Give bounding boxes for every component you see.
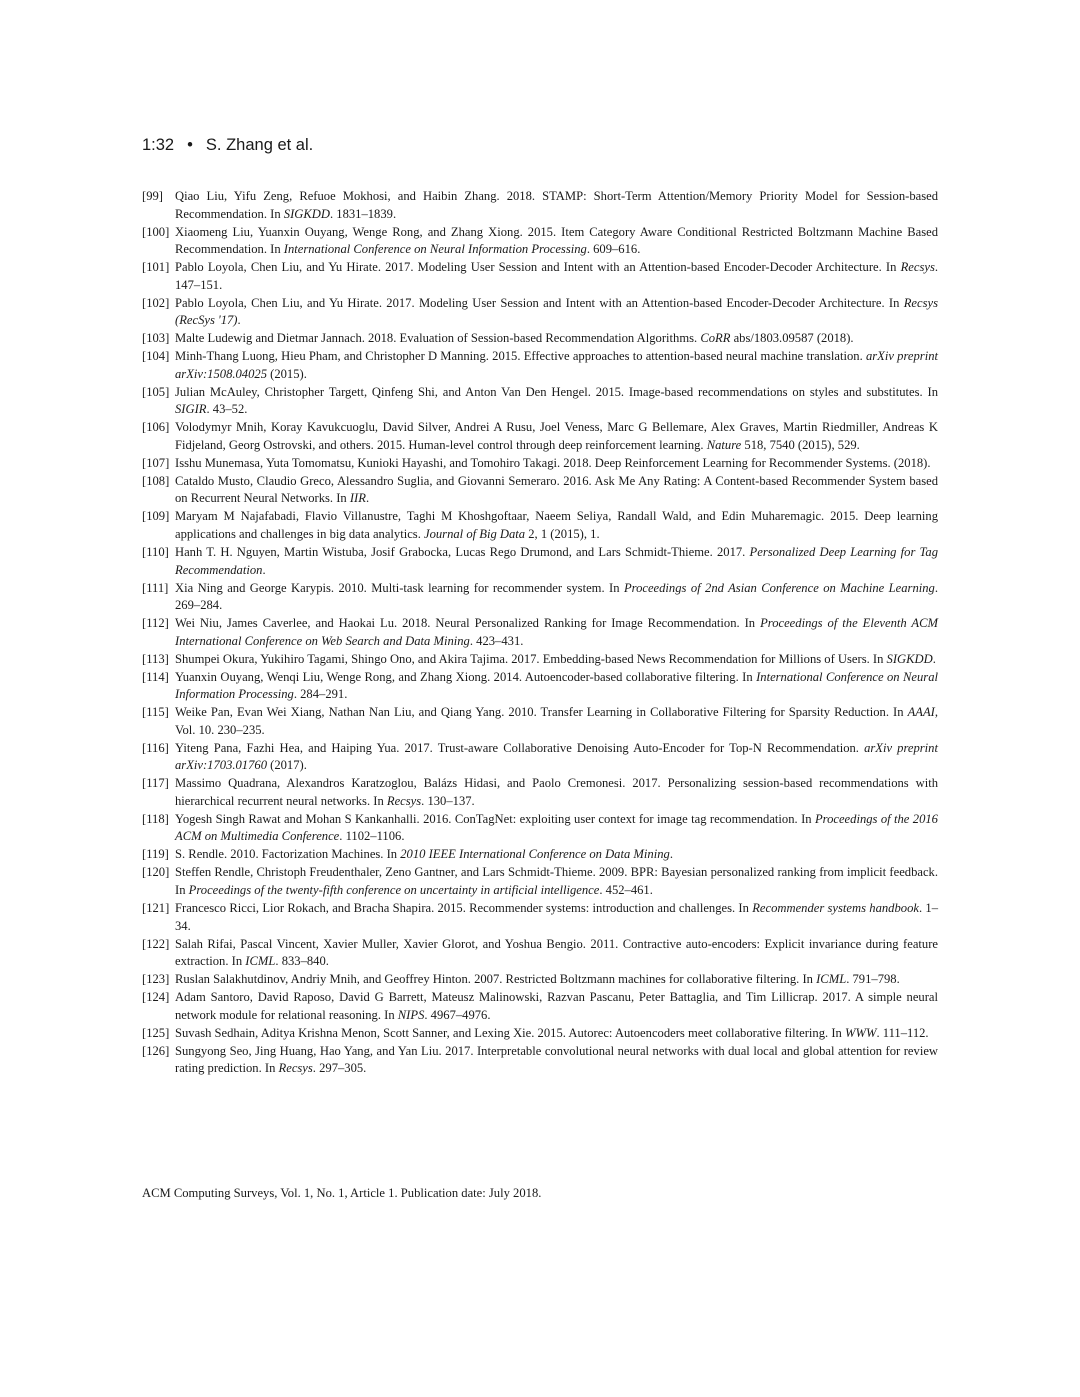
reference-segment: Julian McAuley, Christopher Targett, Qinfeng Shi, and Anton Van Den Hengel. 2015. Image-based recommendations on styles and substitutes. In [175, 384, 938, 399]
reference-number: [99] [142, 189, 163, 203]
reference-text [175, 652, 936, 666]
reference-segment: , Vol. 10. 230–235. [175, 705, 938, 737]
reference-item [142, 704, 938, 739]
reference-venue: AAAI [907, 705, 935, 720]
reference-text [175, 937, 938, 969]
reference-segment: Qiao Liu, Yifu Zeng, Refuoe Mokhosi, and Haibin Zhang. 2018. STAMP: Short-Term Attention/Memory Priority Model for Session-based Recommendation. In [175, 189, 938, 221]
reference-venue: SIGIR [175, 402, 207, 417]
reference-text [175, 776, 938, 808]
reference-text [175, 189, 938, 221]
reference-text [175, 741, 938, 773]
reference-number: [124] [142, 990, 170, 1005]
reference-number: [101] [142, 260, 170, 275]
reference-segment: Pablo Loyola, Chen Liu, and Yu Hirate. 2017. Modeling User Session and Intent with an Attention-based Encoder-Decoder Architecture. In [175, 260, 901, 275]
reference-segment: Cataldo Musto, Claudio Greco, Alessandro Suglia, and Giovanni Semeraro. 2016. Ask Me Any Rating: A Content-based Recommender System based on Recurrent Neural Networks. In [175, 473, 938, 506]
reference-number: [115] [142, 705, 169, 720]
reference-text [175, 1044, 938, 1076]
reference-venue: SIGKDD [283, 206, 330, 221]
reference-venue: CoRR [700, 331, 731, 346]
reference-segment: . [669, 847, 673, 862]
reference-segment: S. Rendle. 2010. Factorization Machines. In [175, 847, 401, 862]
reference-segment: Weike Pan, Evan Wei Xiang, Nathan Nan Liu, and Qiang Yang. 2010. Transfer Learning in Collaborative Filtering for Sparsity Reduction. In [175, 705, 908, 720]
reference-segment: 2, 1 (2015), 1. [525, 526, 600, 541]
reference-text [175, 901, 938, 933]
reference-segment: 518, 7540 (2015), 529. [741, 437, 860, 452]
reference-segment: . [365, 491, 370, 506]
reference-segment: . 1102–1106. [339, 829, 405, 844]
reference-segment: Sungyong Seo, Jing Huang, Hao Yang, and Yan Liu. 2017. Interpretable convolutional neural networks with dual local and global attention for review rating prediction. In [175, 1043, 938, 1076]
reference-segment: . 4967–4976. [424, 1007, 491, 1022]
reference-list [142, 188, 938, 1078]
reference-number: [104] [142, 349, 170, 364]
reference-number: [112] [142, 616, 169, 631]
reference-segment: Massimo Quadrana, Alexandros Karatzoglou, Balázs Hidasi, and Paolo Cremonesi. 2017. Personalizing session-based recommendations with hierarchical recurrent neural networks. In [175, 776, 938, 808]
reference-item [142, 473, 938, 508]
reference-segment: . 1831–1839. [329, 206, 397, 221]
reference-segment: . 130–137. [421, 793, 475, 808]
reference-text [175, 670, 938, 702]
reference-number: [120] [142, 865, 170, 880]
reference-text [175, 705, 938, 737]
reference-item [142, 259, 938, 294]
reference-segment: Adam Santoro, David Raposo, David G Barrett, Mateusz Malinowski, Razvan Pascanu, Peter Battaglia, and Tim Lillicrap. 2017. A simple neural network module for relational reasoning. In [175, 990, 938, 1022]
reference-number: [126] [142, 1043, 170, 1058]
reference-venue: Recsys (RecSys '17) [175, 295, 938, 328]
reference-number: [106] [142, 420, 170, 435]
reference-item [142, 775, 938, 810]
page-label: 1:32 [142, 136, 175, 154]
reference-text [175, 509, 938, 541]
reference-segment: Volodymyr Mnih, Koray Kavukcuoglu, David Silver, Andrei A Rusu, Joel Veness, Marc G Bellemare, Alex Graves, Martin Riedmiller, Andreas K Fidjeland, Georg Ostrovski, and others. 2015. Human-level control through deep reinforcement learning. [175, 420, 938, 452]
reference-segment: Maryam M Najafabadi, Flavio Villanustre, Taghi M Khoshgoftaar, Naeem Seliya, Randall Wald, and Edin Muharemagic. 2015. Deep learning applications and challenges in big data analytics. [175, 509, 938, 541]
reference-text [175, 847, 673, 861]
reference-venue: Recsys [386, 793, 422, 808]
reference-item [142, 971, 938, 989]
reference-number: [109] [142, 509, 170, 524]
reference-segment: Yogesh Singh Rawat and Mohan S Kankanhalli. 2016. ConTagNet: exploiting user context for image tag recommendation. In [175, 811, 815, 826]
reference-venue: Recsys [900, 260, 935, 275]
reference-venue: Proceedings of 2nd Asian Conference on Machine Learning [623, 580, 935, 595]
reference-number: [110] [142, 545, 169, 560]
reference-number: [113] [142, 651, 169, 666]
reference-item [142, 384, 938, 419]
reference-text [175, 296, 938, 328]
reference-segment: . 452–461. [599, 882, 653, 897]
reference-venue: NIPS [397, 1007, 425, 1022]
reference-item [142, 651, 938, 669]
reference-segment: . [237, 313, 241, 328]
reference-segment: Pablo Loyola, Chen Liu, and Yu Hirate. 2017. Modeling User Session and Intent with an Attention-based Encoder-Decoder Architecture. In [175, 295, 904, 310]
reference-item [142, 544, 938, 579]
reference-segment: . 269–284. [175, 580, 939, 613]
reference-text [175, 972, 900, 986]
reference-text [175, 581, 938, 613]
reference-segment: . 833–840. [275, 954, 329, 969]
reference-item [142, 900, 938, 935]
reference-segment: . 609–616. [586, 242, 641, 257]
reference-segment: Yiteng Pana, Fazhi Hea, and Haiping Yua. 2017. Trust-aware Collaborative Denoising Auto-Encoder for Top-N Recommendation. [175, 740, 865, 755]
reference-segment: Xia Ning and George Karypis. 2010. Multi-task learning for recommender system. In [175, 580, 624, 595]
reference-item [142, 989, 938, 1024]
reference-item [142, 615, 938, 650]
reference-segment: . 297–305. [312, 1061, 367, 1076]
reference-segment: (2015). [267, 366, 307, 381]
reference-item [142, 508, 938, 543]
reference-number: [123] [142, 972, 170, 987]
reference-item [142, 669, 938, 704]
reference-segment: abs/1803.09587 (2018). [730, 331, 854, 346]
reference-number: [116] [142, 740, 169, 755]
reference-text [175, 225, 938, 257]
reference-text [175, 545, 938, 577]
reference-venue: Proceedings of the Eleventh ACM International Conference on Web Search and Data Mining [175, 616, 939, 648]
reference-segment: Shumpei Okura, Yukihiro Tagami, Shingo Ono, and Akira Tajima. 2017. Embedding-based News Recommendation for Millions of Users. In [175, 651, 887, 666]
reference-text [175, 865, 938, 897]
reference-segment: Francesco Ricci, Lior Rokach, and Bracha Shapira. 2015. Recommender systems: introduction and challenges. In [175, 901, 753, 916]
reference-text [175, 420, 938, 452]
reference-segment: . [932, 651, 936, 666]
reference-text [175, 349, 938, 381]
reference-venue: Nature [706, 437, 742, 452]
reference-segment: Minh-Thang Luong, Hieu Pham, and Christopher D Manning. 2015. Effective approaches to attention-based neural machine translation. [175, 349, 866, 364]
reference-number: [102] [142, 295, 170, 310]
reference-item [142, 811, 938, 846]
reference-segment: Salah Rifai, Pascal Vincent, Xavier Muller, Xavier Glorot, and Yoshua Bengio. 2011. Contractive auto-encoders: Explicit invariance during feature extraction. In [175, 936, 938, 969]
reference-number: [111] [142, 580, 169, 595]
reference-text [175, 474, 938, 506]
reference-segment: Wei Niu, James Caverlee, and Haokai Lu. 2018. Neural Personalized Ranking for Image Recommendation. In [175, 616, 761, 631]
reference-item [142, 419, 938, 454]
reference-segment: . 423–431. [469, 633, 524, 648]
reference-venue: Proceedings of the twenty-fifth conference on uncertainty in artificial intelligence [188, 882, 600, 897]
reference-segment: . 111–112. [876, 1025, 929, 1040]
reference-segment: . 147–151. [175, 260, 938, 292]
reference-segment: . 43–52. [206, 402, 248, 417]
reference-venue: International Conference on Neural Information Processing [283, 242, 587, 257]
reference-item [142, 846, 938, 864]
reference-segment: . [262, 562, 266, 577]
reference-number: [105] [142, 384, 170, 399]
reference-number: [122] [142, 936, 170, 951]
page-footer: ACM Computing Surveys, Vol. 1, No. 1, Article 1. Publication date: July 2018. [142, 1186, 542, 1200]
reference-segment: Steffen Rendle, Christoph Freudenthaler, Zeno Gantner, and Lars Schmidt-Thieme. 2009. BPR: Bayesian personalized ranking from implicit feedback. In [175, 865, 938, 897]
reference-item [142, 224, 938, 259]
reference-text [175, 260, 938, 292]
reference-number: [108] [142, 473, 170, 488]
reference-segment: Xiaomeng Liu, Yuanxin Ouyang, Wenge Rong, and Zhang Xiong. 2015. Item Category Aware Conditional Restricted Boltzmann Machine Based Recommendation. In [175, 224, 938, 257]
reference-item [142, 1043, 938, 1078]
reference-venue: SIGKDD [886, 651, 933, 666]
reference-segment: Yuanxin Ouyang, Wenqi Liu, Wenge Rong, and Zhang Xiong. 2014. Autoencoder-based collaborative filtering. In [175, 669, 757, 684]
reference-item [142, 330, 938, 348]
reference-number: [117] [142, 776, 169, 791]
reference-number: [118] [142, 811, 169, 826]
reference-venue: Personalized Deep Learning for Tag Recommendation [175, 545, 938, 577]
reference-number: [103] [142, 331, 170, 346]
reference-number: [107] [142, 455, 170, 470]
running-header [142, 136, 313, 155]
reference-item [142, 864, 938, 899]
reference-venue: WWW [844, 1025, 877, 1040]
reference-venue: Recommender systems handbook [752, 901, 919, 916]
reference-venue: Journal of Big Data [424, 526, 526, 541]
header-authors: S. Zhang et al. [205, 136, 314, 154]
reference-segment: (2017). [267, 758, 307, 773]
reference-segment: Hanh T. H. Nguyen, Martin Wistuba, Josif Grabocka, Lucas Rego Drumond, and Lars Schmidt-Thieme. 2017. [175, 545, 750, 560]
reference-item [142, 580, 938, 615]
reference-item [142, 740, 938, 775]
reference-number: [125] [142, 1025, 170, 1040]
reference-venue: Proceedings of the 2016 ACM on Multimedia Conference [175, 811, 938, 844]
reference-venue: International Conference on Neural Information Processing [175, 669, 938, 702]
reference-venue: ICML [245, 954, 276, 969]
reference-venue: arXiv preprint arXiv:1703.01760 [175, 740, 938, 773]
reference-venue: IIR [349, 491, 366, 506]
reference-text [175, 456, 931, 470]
reference-text [175, 1026, 929, 1040]
reference-item [142, 936, 938, 971]
reference-text [175, 385, 938, 417]
reference-segment: . 1–34. [175, 901, 938, 933]
reference-venue: arXiv preprint arXiv:1508.04025 [175, 349, 938, 381]
reference-venue: Recsys [278, 1061, 313, 1076]
header-separator: • [187, 136, 193, 154]
reference-item [142, 295, 938, 330]
reference-item [142, 455, 938, 473]
reference-item [142, 188, 938, 223]
reference-segment: . 791–798. [846, 972, 900, 987]
reference-number: [119] [142, 847, 169, 862]
reference-item [142, 348, 938, 383]
reference-number: [114] [142, 669, 169, 684]
reference-text [175, 616, 938, 648]
reference-segment: . 284–291. [293, 687, 348, 702]
reference-number: [121] [142, 901, 170, 916]
reference-segment: Isshu Munemasa, Yuta Tomomatsu, Kunioki Hayashi, and Tomohiro Takagi. 2018. Deep Reinforcement Learning for Recommender Systems. (2018). [175, 455, 931, 470]
reference-venue: ICML [816, 972, 847, 987]
reference-segment: Malte Ludewig and Dietmar Jannach. 2018. Evaluation of Session-based Recommendation Algorithms. [175, 331, 701, 346]
reference-venue: 2010 IEEE International Conference on Data Mining [400, 847, 670, 862]
reference-text [175, 812, 938, 844]
reference-segment: Ruslan Salakhutdinov, Andriy Mnih, and Geoffrey Hinton. 2007. Restricted Boltzmann machines for collaborative filtering. In [175, 972, 817, 987]
reference-text [175, 331, 854, 345]
reference-text [175, 990, 938, 1022]
reference-number: [100] [142, 224, 170, 239]
reference-item [142, 1025, 938, 1043]
reference-segment: Suvash Sedhain, Aditya Krishna Menon, Scott Sanner, and Lexing Xie. 2015. Autorec: Autoencoders meet collaborative filtering. In [175, 1025, 845, 1040]
